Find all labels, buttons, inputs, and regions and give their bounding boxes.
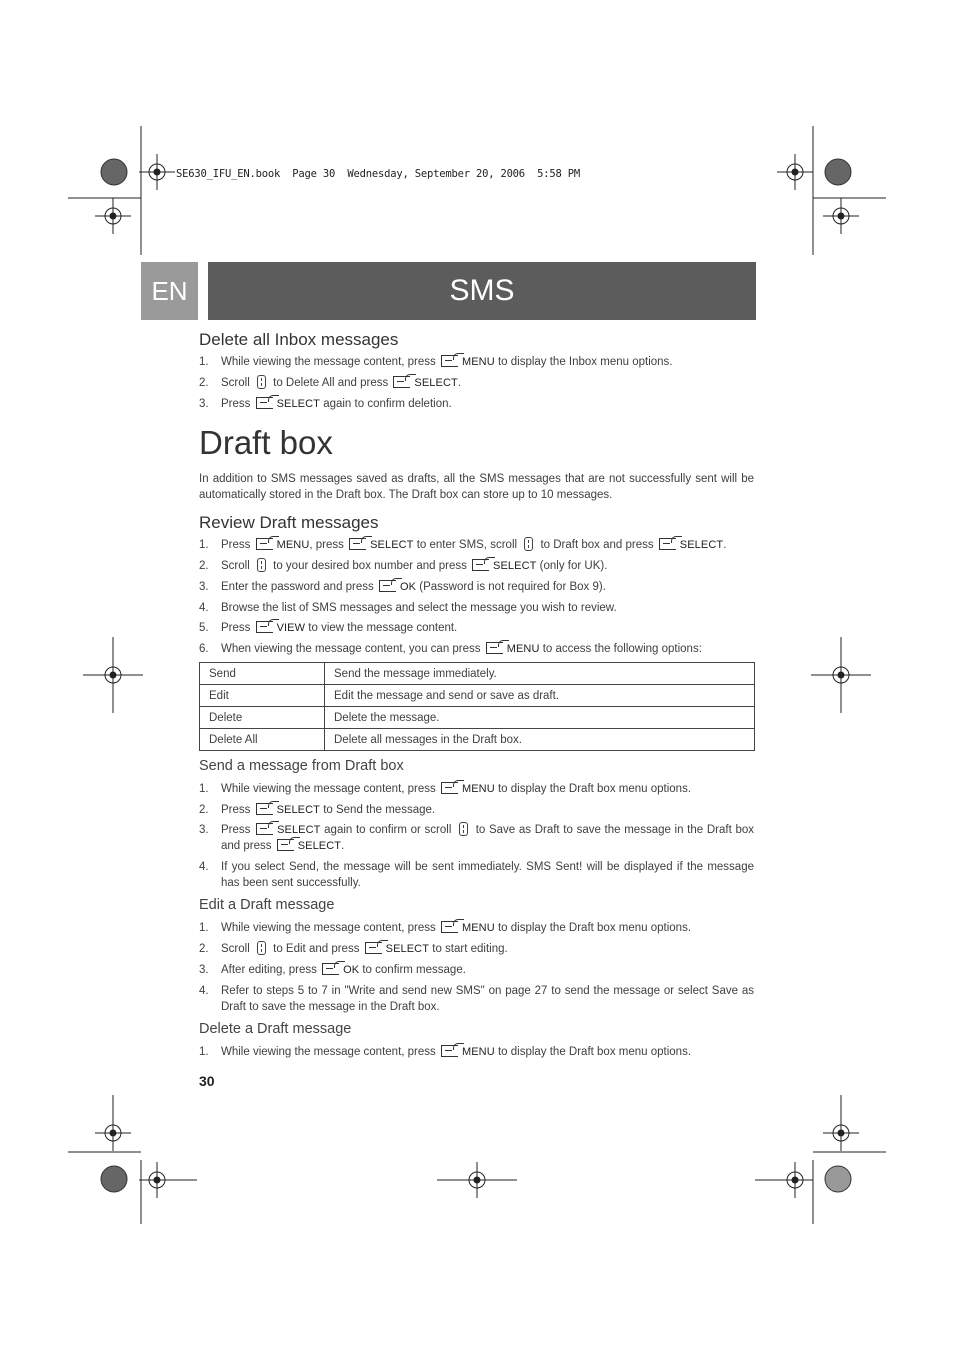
- draft-box-intro: In addition to SMS messages saved as drafts, all the SMS messages that are not successfully sent will be automatically stored in the Draft box. The Draft box can store up to 10 messages.: [199, 473, 754, 501]
- inbox-delete-heading: Delete all Inbox messages: [199, 330, 399, 349]
- option-name: Delete: [200, 707, 325, 729]
- option-description: Delete all messages in the Draft box.: [325, 729, 755, 751]
- option-description: Edit the message and send or save as draft.: [325, 685, 755, 707]
- table-row: [200, 663, 755, 685]
- navigation-key-icon: [459, 822, 468, 836]
- softkey-icon: [472, 559, 489, 571]
- option-name: Send: [200, 663, 325, 685]
- review-drafts-heading: Review Draft messages: [199, 513, 379, 532]
- page-number: 30: [199, 1073, 215, 1089]
- print-header: SE630_IFU_EN.book Page 30 Wednesday, September 20, 2006 5:58 PM: [176, 168, 581, 180]
- delete-draft-heading: Delete a Draft message: [199, 1021, 352, 1037]
- option-description: Delete the message.: [325, 707, 755, 729]
- softkey-icon: [322, 963, 339, 975]
- option-name: Delete All: [200, 729, 325, 751]
- navigation-key-icon: [257, 558, 266, 572]
- softkey-icon: [441, 921, 458, 933]
- section-title-bar: SMS: [208, 262, 756, 320]
- softkey-icon: [659, 538, 676, 550]
- softkey-icon: [349, 538, 366, 550]
- draft-box-heading: Draft box: [199, 424, 333, 461]
- option-description: Send the message immediately.: [325, 663, 755, 685]
- send-from-draft-heading: Send a message from Draft box: [199, 758, 404, 774]
- softkey-icon: [256, 621, 273, 633]
- navigation-key-icon: [257, 375, 266, 389]
- softkey-icon: [256, 803, 273, 815]
- softkey-icon: [256, 823, 273, 835]
- navigation-key-icon: [524, 537, 533, 551]
- option-name: Edit: [200, 685, 325, 707]
- softkey-icon: [441, 355, 458, 367]
- language-tab: EN: [141, 262, 198, 320]
- edit-draft-heading: Edit a Draft message: [199, 897, 335, 913]
- table-row: [200, 685, 755, 707]
- softkey-icon: [486, 642, 503, 654]
- softkey-icon: [393, 376, 410, 388]
- draft-options-table: [199, 662, 755, 751]
- softkey-icon: [379, 580, 396, 592]
- softkey-icon: [256, 397, 273, 409]
- navigation-key-icon: [257, 941, 266, 955]
- softkey-icon: [365, 942, 382, 954]
- softkey-icon: [277, 839, 294, 851]
- softkey-icon: [256, 538, 273, 550]
- softkey-icon: [441, 782, 458, 794]
- table-row: [200, 707, 755, 729]
- softkey-icon: [441, 1045, 458, 1057]
- table-row: [200, 729, 755, 751]
